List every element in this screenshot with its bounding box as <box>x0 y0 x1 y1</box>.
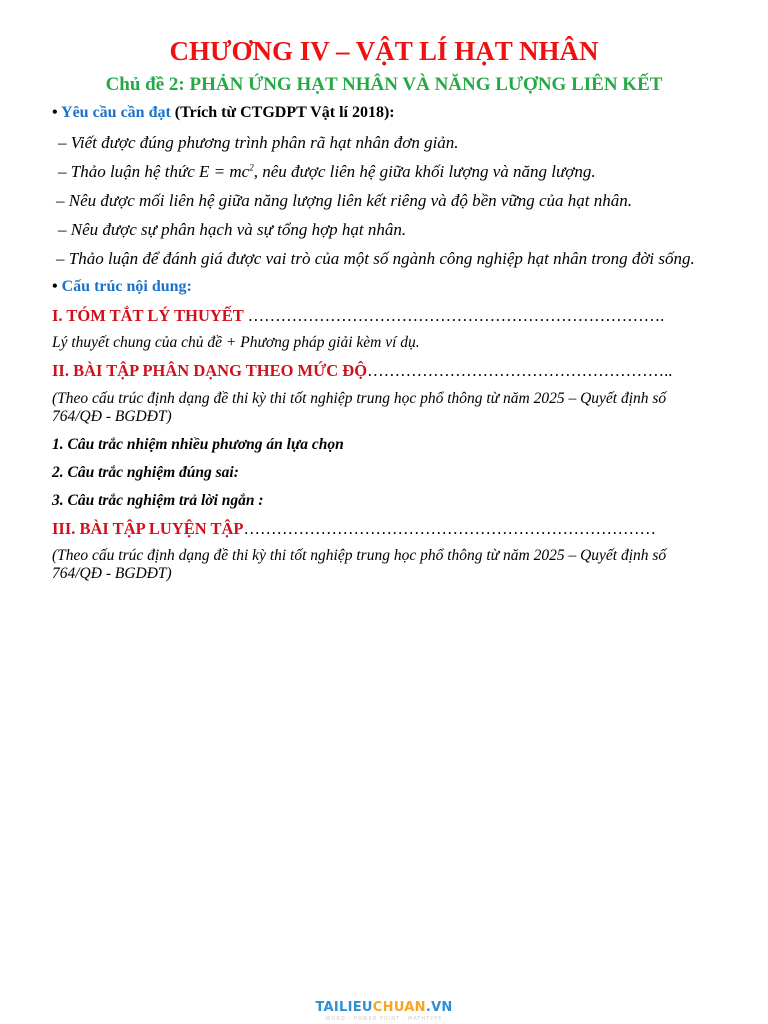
section-2-title: II. BÀI TẬP PHÂN DẠNG THEO MỨC ĐỘ <box>52 361 368 380</box>
section-3-heading <box>52 519 656 539</box>
question-type-item: 3. Câu trắc nghiệm trả lời ngắn : <box>52 492 264 509</box>
dot-leader: ……………………………………………….. <box>367 361 673 380</box>
requirement-item-formula <box>58 162 596 182</box>
requirements-source: (Trích từ CTGDPT Vật lí 2018): <box>170 104 395 121</box>
logo-part: TAILIEU <box>315 1000 373 1015</box>
section-3-title: III. BÀI TẬP LUYỆN TẬP <box>52 519 244 538</box>
requirements-label: Yêu cầu cần đạt <box>61 104 171 121</box>
question-type-item: 2. Câu trắc nghiệm đúng sai: <box>52 464 239 481</box>
section-2-note-line2: 764/QĐ - BGDĐT) <box>52 408 172 425</box>
formula-rest: , nêu được liên hệ giữa khối lượng và năng lượng. <box>253 162 596 181</box>
requirement-item: – Viết được đúng phương trình phân rã hạt nhân đơn giản. <box>58 133 459 152</box>
formula-text: – Thảo luận hệ thức E = mc <box>58 162 250 181</box>
formula-exponent: 2 <box>249 162 254 173</box>
section-3-note-line1: (Theo cấu trúc định dạng đề thi kỳ thi tốt nghiệp trung học phổ thông từ năm 2025 – Quyết định số <box>52 547 667 564</box>
requirements-heading <box>52 104 395 122</box>
requirement-item: – Thảo luận để đánh giá được vai trò của một số ngành công nghiệp hạt nhân trong đời sống. <box>56 249 695 268</box>
structure-heading <box>52 278 192 296</box>
requirement-item: – Nêu được sự phân hạch và sự tổng hợp hạt nhân. <box>58 220 407 239</box>
watermark-logo <box>0 1000 768 1022</box>
chapter-title: CHƯƠNG IV – VẬT LÍ HẠT NHÂN <box>169 36 599 66</box>
section-1-description: Lý thuyết chung của chủ đề + Phương pháp giải kèm ví dụ. <box>52 334 420 351</box>
requirement-item: – Nêu được mối liên hệ giữa năng lượng liên kết riêng và độ bền vững của hạt nhân. <box>56 191 632 210</box>
section-1-title: I. TÓM TẮT LÝ THUYẾT <box>52 306 248 325</box>
logo-tagline: WORD - POWER POINT - MATHTYPE <box>325 1016 443 1022</box>
question-type-item: 1. Câu trắc nhiệm nhiều phương án lựa chọn <box>52 436 344 453</box>
section-3-note-line2: 764/QĐ - BGDĐT) <box>52 565 172 582</box>
logo-part: CHUAN <box>372 1000 426 1015</box>
structure-label: Cấu trúc nội dung: <box>61 278 192 295</box>
bullet: • <box>52 278 58 295</box>
dot-leader: ………………………………………………………………… <box>243 519 656 538</box>
bullet: • <box>52 104 58 121</box>
section-2-heading <box>52 361 672 381</box>
section-1-heading <box>52 306 664 326</box>
logo-part: .VN <box>425 1000 453 1015</box>
dot-leader: …………………………………………………………………. <box>247 306 665 325</box>
topic-subtitle: Chủ đề 2: PHẢN ỨNG HẠT NHÂN VÀ NĂNG LƯỢNG LIÊN KẾT <box>105 74 663 95</box>
section-2-note-line1: (Theo cấu trúc định dạng đề thi kỳ thi tốt nghiệp trung học phổ thông từ năm 2025 – Quyết định số <box>52 390 667 407</box>
